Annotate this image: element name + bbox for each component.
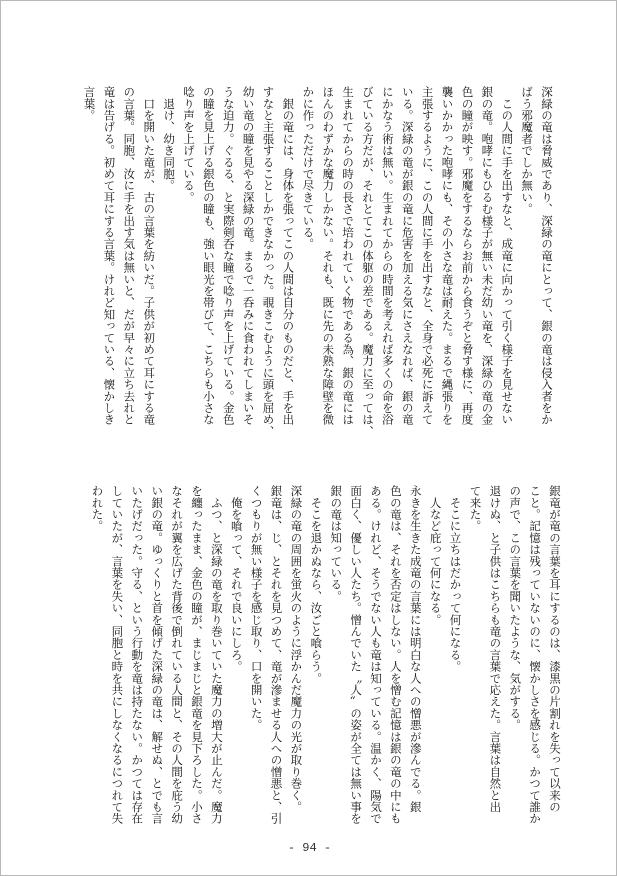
text-column: いる。深緑の竜が銀の竜に危害を加える気にさえなれば、銀の竜 (400, 86, 415, 426)
text-column: くつもりが無い様子を感じ取り、口を開いた。 (249, 485, 264, 731)
text-column: なそれが翼を広げた背後で倒れている人間と、その人間を庇う幼 (170, 485, 185, 825)
text-column: びている方だが、それとてこの体躯の差である。魔力に至っては、 (360, 86, 375, 437)
page-number: - 94 - (287, 841, 332, 855)
text-column: の瞳を見上げる銀色の瞳も、強い眼光を帯びて、こちらも小さな (201, 86, 216, 426)
text-column: 竜は告げる。初めて耳にする言葉。けれど知っている、懐かしき (102, 86, 117, 426)
bottom-text-block (87, 485, 564, 835)
text-column: の言葉。同胞、汝に手を出す気は無いと、だが早々に立ち去れと (122, 86, 137, 426)
text-column: の声で、この言葉を聞いたような、気がする。 (508, 485, 523, 731)
text-column: かに作っただけで尽きている。 (301, 86, 316, 250)
text-column: いたげだった。守る、という行動を竜は持たない。かつては存在 (130, 485, 145, 825)
text-column: 襲いかかった咆哮にも、その小さな竜は耐えた。まるで縄張りを (440, 86, 455, 426)
text-column: 唸り声を上げている。 (181, 86, 196, 203)
text-column: 銀の竜は知っている。 (329, 485, 344, 602)
text-column: 俺を喰って、それで良いにしろ。 (229, 485, 244, 673)
text-column: 口を開いた竜が、古の言葉を紡いだ。子供が初めて耳にする竜 (142, 86, 157, 426)
text-column: 銀竜は、じ、とそれを見つめて、竜が滲ませる人への憎悪と、引 (269, 485, 284, 825)
text-column: て来た。 (468, 485, 483, 532)
text-column: ほんのわずかな魔力しかない。それも、既に先の未熟な障壁を微 (321, 86, 336, 426)
text-column: 退け、幼き同胞。 (162, 86, 177, 192)
text-column: ある。けれど、そうでない人も竜は知っている。温かく、陽気で (368, 485, 383, 825)
text-column: 深緑の竜は脅威であり、深緑の竜にとって、銀の竜は侵入者をか (540, 86, 554, 426)
text-column: していたが、言葉を失い、同胞と時を共にしなくなるにつれて失 (110, 485, 125, 825)
text-column: ふつ、と深緑の竜を取り巻いていた魔力の増大が止んだ。魔力 (209, 485, 224, 825)
text-column: この人間に手を出すなと、成竜に向かって引く様子を見せない (500, 86, 515, 426)
text-column: 色の竜は、それを否定はしない。人を憎む記憶は銀の竜の中にも (388, 485, 403, 825)
text-column: そこを退かぬなら、汝ごと喰らう。 (309, 485, 324, 684)
text-column: 幼い竜の瞳を見やる深緑の竜。まるで一呑みに食われてしまいそ (241, 86, 256, 426)
text-column: い銀の竜。ゆっくりと首を傾げた深緑の竜は、解せぬ、とでも言 (150, 485, 165, 825)
text-column: 深緑の竜の周囲を蛍火のように浮かんだ魔力の光が取り巻く。 (289, 485, 304, 813)
top-text-block (79, 86, 556, 436)
text-column: 退けぬ、と子供はこちらも竜の言葉で応えた。言葉は自然と出 (488, 485, 503, 813)
text-column: 色の瞳が映す。邪魔をするならお前から食うぞと脅す様に、再度 (460, 86, 475, 426)
text-column: われた。 (90, 485, 105, 532)
text-column: 主張するように、この人間に手を出すなと、全身で必死に訴えて (420, 86, 435, 426)
text-column: 永きを生きた成竜の言葉には明白な人への憎悪が滲んでる。銀 (408, 485, 423, 813)
text-column: すなと主張することしかできなかった。覗きこむように頭を屈め、 (261, 86, 276, 437)
text-column: ばう邪魔者でしか無い。 (520, 86, 535, 215)
text-column: 面白く、優しい人たち。憎んでいた〝人〟の姿が全ては無い事を (349, 485, 364, 825)
text-column: そこに立ちはだかって何になる。 (448, 485, 463, 673)
text-column: 銀竜が竜の言葉を耳にするのは、漆黒の片割れを失って以来の (548, 485, 562, 813)
text-column: にかなう術は無い。生まれてからの時間を考えれば多くの命を浴 (380, 86, 395, 426)
text-column: を纏ったまま、金色の瞳が、まじまじと銀竜を見下ろした。小さ (189, 485, 204, 825)
text-column: 銀の竜。咆哮にもひるむ様子が無い未だ幼い竜を、深緑の竜の金 (480, 86, 495, 426)
text-column: 銀の竜には、身体を張ってこの人間は自分のものだと、手を出 (281, 86, 296, 426)
text-column: 言葉。 (82, 86, 97, 122)
text-column: うな迫力。ぐるる、と実際剣呑な瞳で唸り声を上げている。金色 (221, 86, 236, 426)
text-column: こと。記憶は残っていないのに、懐かしさを感じる。かつて誰か (528, 485, 543, 825)
text-column: 人など庇って何になる。 (428, 485, 443, 626)
text-column: 生まれてからの時の長さで培われていく物である為、銀の竜には (341, 86, 356, 426)
